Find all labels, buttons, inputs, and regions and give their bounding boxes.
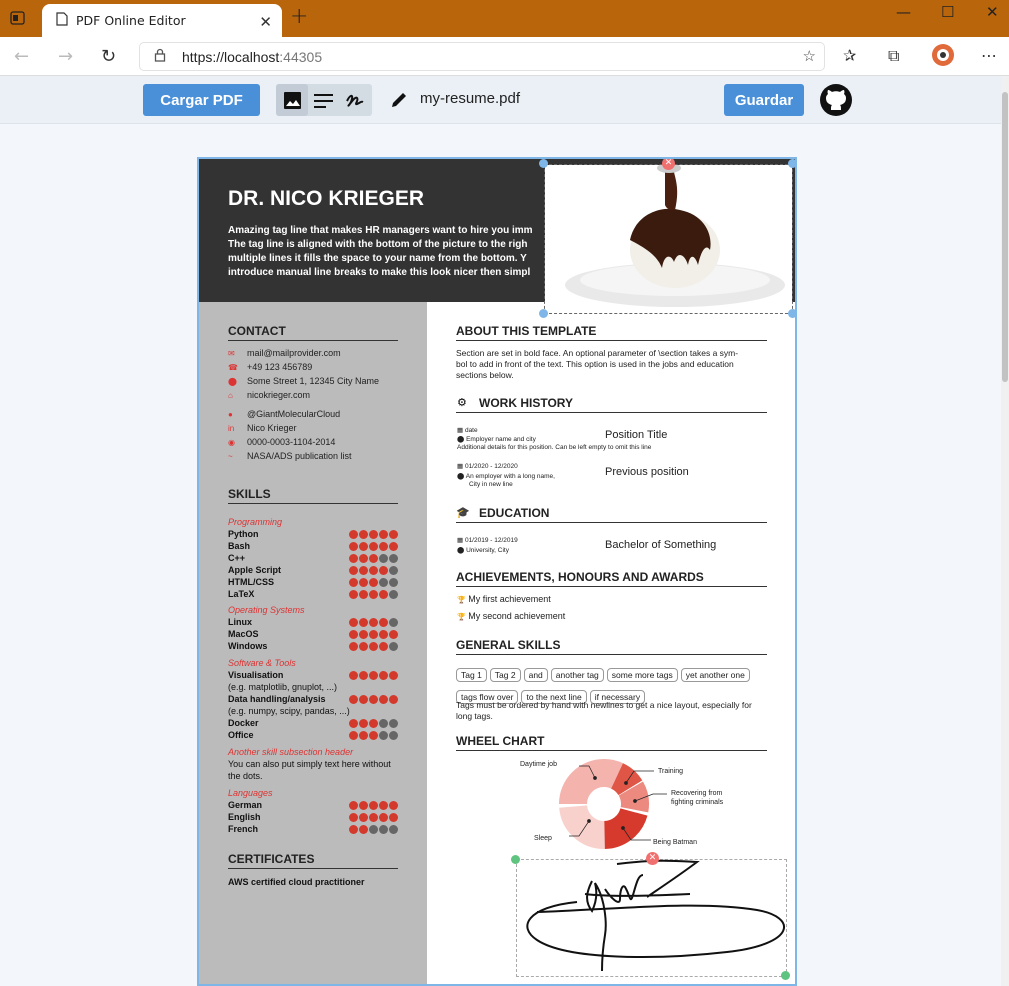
- skill-rating: [349, 801, 398, 810]
- rating-dot: [359, 618, 368, 627]
- skill-item: [228, 718, 398, 728]
- skill-label: Linux: [228, 617, 252, 627]
- achievement-text: My second achievement: [468, 611, 566, 621]
- skill-label: Bash: [228, 541, 251, 551]
- rating-dot: [389, 695, 398, 704]
- lock-icon: [154, 48, 166, 65]
- general-skills-header: GENERAL SKILLS: [456, 638, 767, 655]
- edu-place-text: University, City: [466, 547, 509, 554]
- back-icon[interactable]: ←: [14, 46, 30, 67]
- skill-rating: [349, 813, 398, 822]
- rating-dot: [349, 825, 358, 834]
- skill-item: [228, 565, 398, 575]
- skill-tag: some more tags: [607, 668, 678, 682]
- skill-tag: if necessary: [590, 690, 645, 704]
- phone-icon: ☎: [228, 362, 238, 372]
- rating-dot: [379, 825, 388, 834]
- resume-tagline: [228, 224, 558, 280]
- rating-dot: [389, 719, 398, 728]
- skill-rating: [349, 590, 398, 599]
- location-icon: ⬤: [228, 376, 237, 386]
- rating-dot: [369, 695, 378, 704]
- delete-image-icon[interactable]: ✕: [662, 157, 675, 170]
- resize-handle[interactable]: [539, 309, 548, 318]
- rating-dot: [369, 618, 378, 627]
- about-line: bol to add in front of the text. This option is used in the jobs and education: [456, 359, 734, 369]
- rating-dot: [359, 801, 368, 810]
- rating-dot: [389, 542, 398, 551]
- skill-rating: [349, 578, 398, 587]
- skill-item: [228, 577, 398, 587]
- more-menu-icon[interactable]: ⋯: [981, 46, 997, 65]
- skill-item: [228, 759, 398, 769]
- contact-website: [228, 390, 310, 400]
- rating-dot: [369, 731, 378, 740]
- url-input[interactable]: [139, 42, 825, 71]
- tags-note-line: Tags must be ordered by hand with newlines to get a nice layout, especially for: [456, 700, 752, 710]
- rating-dot: [359, 554, 368, 563]
- rating-dot: [349, 618, 358, 627]
- signature-drawing[interactable]: [517, 859, 787, 977]
- edu-date-text: 01/2019 - 12/2019: [464, 537, 518, 544]
- skill-rating: [349, 554, 398, 563]
- skill-item: [228, 812, 398, 822]
- skill-label: Docker: [228, 718, 259, 728]
- skill-item: [228, 541, 398, 551]
- skill-label: Office: [228, 730, 254, 740]
- skill-label: (e.g. numpy, scipy, pandas, ...): [228, 706, 350, 716]
- contact-text: nicokrieger.com: [247, 390, 311, 400]
- job1-title: Position Title: [605, 429, 668, 441]
- ads-icon: ~: [228, 451, 233, 461]
- maximize-icon[interactable]: ☐: [941, 3, 955, 21]
- rating-dot: [349, 695, 358, 704]
- certificate-item: AWS certified cloud practitioner: [228, 877, 365, 887]
- contact-text: +49 123 456789: [247, 362, 313, 372]
- skill-item: [228, 771, 398, 781]
- rating-dot: [349, 731, 358, 740]
- skill-item: [228, 589, 398, 599]
- rating-dot: [379, 813, 388, 822]
- skill-label: Python: [228, 529, 259, 539]
- skill-item: [228, 641, 398, 651]
- rating-dot: [389, 671, 398, 680]
- job2-place: ⬤ An employer with a long name,: [457, 473, 555, 480]
- edu-title: Bachelor of Something: [605, 539, 717, 551]
- achievement-text: My first achievement: [468, 594, 551, 604]
- achievements-header: ACHIEVEMENTS, HONOURS AND AWARDS: [456, 570, 767, 587]
- signature-tool-icon[interactable]: [345, 91, 365, 113]
- refresh-icon[interactable]: ↻: [101, 46, 117, 67]
- home-icon: ⌂: [228, 390, 233, 400]
- contact-text: @GiantMolecularCloud: [247, 409, 341, 419]
- collections-icon[interactable]: ⧉: [888, 46, 900, 65]
- skill-item: [228, 800, 398, 810]
- contact-email: [228, 348, 341, 358]
- profile-avatar[interactable]: [931, 43, 955, 71]
- skills-header: SKILLS: [228, 487, 398, 504]
- tagline-line: introduce manual line breaks to make this look nicer then simpl: [228, 267, 531, 278]
- orcid-icon: ◉: [228, 437, 235, 447]
- rating-dot: [359, 630, 368, 639]
- signature-resize-handle[interactable]: [781, 971, 790, 980]
- rating-dot: [369, 671, 378, 680]
- skill-item: [228, 529, 398, 539]
- rating-dot: [369, 566, 378, 575]
- mail-icon: ✉: [228, 348, 235, 358]
- resize-handle[interactable]: [788, 309, 797, 318]
- rating-dot: [389, 530, 398, 539]
- skill-label: Visualisation: [228, 670, 284, 680]
- forward-icon[interactable]: →: [58, 46, 74, 67]
- skill-item: [228, 670, 398, 680]
- address-bar-row: [0, 37, 1009, 76]
- skill-label: Windows: [228, 641, 268, 651]
- wheel-label: Sleep: [534, 835, 552, 842]
- skill-category: [228, 747, 398, 757]
- rating-dot: [379, 566, 388, 575]
- edu-place: ⬤ University, City: [457, 547, 509, 554]
- rating-dot: [359, 695, 368, 704]
- skill-label: German: [228, 800, 263, 810]
- rating-dot: [369, 719, 378, 728]
- add-favorite-icon[interactable]: ☆: [802, 48, 816, 65]
- wheel-chart-header: WHEEL CHART: [456, 734, 767, 751]
- tags-note-line: long tags.: [456, 711, 493, 721]
- job1-date: ▦ date: [457, 427, 478, 434]
- load-pdf-button[interactable]: Cargar PDF: [143, 84, 260, 116]
- education-header: EDUCATION: [456, 506, 767, 523]
- skill-rating: [349, 695, 398, 704]
- skill-tag: yet another one: [681, 668, 750, 682]
- edu-date: ▦ 01/2019 - 12/2019: [457, 537, 518, 544]
- contact-header: CONTACT: [228, 324, 398, 341]
- rating-dot: [379, 695, 388, 704]
- skill-rating: [349, 630, 398, 639]
- browser-titlebar: [0, 0, 1009, 37]
- rating-dot: [359, 813, 368, 822]
- rating-dot: [379, 590, 388, 599]
- linkedin-icon: in: [228, 423, 235, 433]
- skill-rating: [349, 566, 398, 575]
- rating-dot: [369, 801, 378, 810]
- job2-title: Previous position: [605, 466, 689, 478]
- job-place-text: Employer name and city: [466, 436, 536, 443]
- tags-note: [456, 700, 767, 722]
- contact-text: 0000-0003-1104-2014: [247, 437, 336, 447]
- skill-category: [228, 605, 398, 615]
- job2-date: ▦ 01/2020 - 12/2020: [457, 463, 518, 470]
- editor-toolbar: [0, 76, 1001, 124]
- github-small-icon: ●: [228, 409, 233, 419]
- certificates-header: CERTIFICATES: [228, 852, 398, 869]
- wheel-label: [671, 789, 723, 807]
- rating-dot: [389, 566, 398, 575]
- skill-item: [228, 824, 398, 834]
- wheel-label-line: fighting criminals: [671, 799, 724, 806]
- rating-dot: [369, 825, 378, 834]
- rating-dot: [359, 719, 368, 728]
- about-text: [456, 348, 767, 381]
- rating-dot: [349, 578, 358, 587]
- skill-rating: [349, 618, 398, 627]
- rating-dot: [349, 801, 358, 810]
- rating-dot: [359, 671, 368, 680]
- skill-label: LaTeX: [228, 589, 255, 599]
- edit-filename-icon[interactable]: [390, 90, 409, 113]
- rating-dot: [369, 554, 378, 563]
- job-place-text: An employer with a long name,: [465, 473, 555, 480]
- rating-dot: [349, 719, 358, 728]
- rating-dot: [389, 618, 398, 627]
- skill-tag: Tag 1: [456, 668, 487, 682]
- skill-label: Another skill subsection header: [228, 747, 354, 757]
- rating-dot: [379, 642, 388, 651]
- rating-dot: [369, 530, 378, 539]
- rating-dot: [379, 801, 388, 810]
- page-icon: [56, 12, 68, 29]
- skill-category: [228, 517, 398, 527]
- achievement-item: [457, 611, 565, 621]
- skill-tag: Tag 2: [490, 668, 521, 682]
- signature-resize-handle[interactable]: [511, 855, 520, 864]
- rating-dot: [349, 813, 358, 822]
- delete-signature-icon[interactable]: ✕: [646, 852, 659, 865]
- skill-item: [228, 553, 398, 563]
- rating-dot: [359, 731, 368, 740]
- wheel-label-line: Recovering from: [671, 790, 723, 797]
- skill-item: [228, 706, 398, 716]
- rating-dot: [369, 813, 378, 822]
- wheel-label: Training: [658, 768, 684, 775]
- rating-dot: [349, 530, 358, 539]
- rating-dot: [349, 671, 358, 680]
- rating-dot: [389, 578, 398, 587]
- tab-actions-icon[interactable]: [10, 10, 26, 30]
- rating-dot: [379, 578, 388, 587]
- rating-dot: [379, 542, 388, 551]
- rating-dot: [389, 825, 398, 834]
- skill-rating: [349, 542, 398, 551]
- contact-text: mail@mailprovider.com: [247, 348, 341, 358]
- close-tab-icon[interactable]: ✕: [259, 13, 272, 31]
- resize-handle[interactable]: [539, 159, 548, 168]
- skill-tag: and: [524, 668, 548, 682]
- skill-label: C++: [228, 553, 246, 563]
- contact-orcid: [228, 437, 335, 447]
- skill-rating: [349, 530, 398, 539]
- trophy-icon: 🏆: [457, 614, 466, 621]
- tagline-line: multiple lines it fills the space to your name from the bottom. Y: [228, 253, 527, 264]
- job1-place: ⬤ Employer name and city: [457, 436, 536, 443]
- rating-dot: [389, 642, 398, 651]
- skill-item: [228, 682, 398, 692]
- contact-text: Nico Krieger: [247, 423, 297, 433]
- browser-tab[interactable]: [42, 4, 282, 37]
- skill-item: [228, 694, 398, 704]
- skill-label: English: [228, 812, 261, 822]
- skill-tag: tags flow over: [456, 690, 518, 704]
- rating-dot: [379, 618, 388, 627]
- achievement-item: [457, 594, 551, 604]
- about-header: ABOUT THIS TEMPLATE: [456, 324, 767, 341]
- rating-dot: [349, 630, 358, 639]
- rating-dot: [359, 566, 368, 575]
- skill-rating: [349, 719, 398, 728]
- new-tab-icon[interactable]: +: [290, 4, 309, 29]
- minimize-icon[interactable]: —: [896, 3, 911, 21]
- skill-label: MacOS: [228, 629, 259, 639]
- contact-github: [228, 409, 340, 419]
- contact-text: Some Street 1, 12345 City Name: [247, 376, 380, 386]
- graduation-cap-icon: 🎓: [456, 506, 470, 519]
- skill-label: Operating Systems: [228, 605, 305, 615]
- rating-dot: [369, 630, 378, 639]
- job-date-text: date: [464, 427, 478, 434]
- rating-dot: [379, 530, 388, 539]
- rating-dot: [359, 590, 368, 599]
- contact-text: NASA/ADS publication list: [247, 451, 352, 461]
- skill-label: (e.g. matplotlib, gnuplot, ...): [228, 682, 338, 692]
- image-selection-box[interactable]: [544, 164, 793, 314]
- wheel-label: Daytime job: [520, 761, 557, 768]
- contact-ads: [228, 451, 352, 461]
- skill-rating: [349, 825, 398, 834]
- wheel-label: Being Batman: [653, 839, 697, 846]
- rating-dot: [379, 671, 388, 680]
- skill-label: You can also put simply text here without: [228, 759, 391, 769]
- rating-dot: [349, 642, 358, 651]
- text-tool-icon[interactable]: [314, 93, 333, 112]
- tab-title: PDF Online Editor: [76, 13, 186, 28]
- gears-icon: ⚙: [457, 396, 467, 409]
- rating-dot: [369, 642, 378, 651]
- trophy-icon: 🏆: [457, 597, 466, 604]
- skill-label: Programming: [228, 517, 283, 527]
- pdf-page: [197, 157, 797, 986]
- skill-label: Languages: [228, 788, 273, 798]
- skill-label: French: [228, 824, 259, 834]
- skill-item: [228, 617, 398, 627]
- tagline-line: The tag line is aligned with the bottom of the picture to the righ: [228, 239, 528, 250]
- skill-rating: [349, 671, 398, 680]
- rating-dot: [349, 554, 358, 563]
- skill-category: [228, 788, 398, 798]
- skill-category: [228, 658, 398, 668]
- about-line: Section are set in bold face. An optional parameter of \section takes a sym-: [456, 348, 739, 358]
- work-header: WORK HISTORY: [456, 396, 767, 413]
- rating-dot: [389, 590, 398, 599]
- rating-dot: [349, 590, 358, 599]
- github-icon[interactable]: [820, 84, 852, 120]
- skill-rating: [349, 731, 398, 740]
- tagline-line: Amazing tag line that makes HR managers want to hire you imm: [228, 225, 533, 236]
- skill-tag: to the next line: [521, 690, 586, 704]
- rating-dot: [369, 590, 378, 599]
- favorites-icon[interactable]: ✰: [843, 46, 857, 65]
- scrollbar-thumb[interactable]: [1002, 92, 1008, 382]
- rating-dot: [359, 578, 368, 587]
- rating-dot: [389, 801, 398, 810]
- contact-phone: [228, 362, 312, 372]
- skill-label: HTML/CSS: [228, 577, 274, 587]
- rating-dot: [389, 813, 398, 822]
- rating-dot: [359, 542, 368, 551]
- skill-label: the dots.: [228, 771, 263, 781]
- rating-dot: [349, 542, 358, 551]
- url-port: :44305: [279, 48, 323, 65]
- rating-dot: [359, 530, 368, 539]
- resize-handle[interactable]: [788, 159, 797, 168]
- contact-address: [228, 376, 379, 386]
- rating-dot: [369, 542, 378, 551]
- rating-dot: [379, 731, 388, 740]
- rating-dot: [379, 554, 388, 563]
- wheel-center: [590, 790, 618, 818]
- rating-dot: [359, 642, 368, 651]
- job2-place-2: City in new line: [469, 481, 513, 488]
- rating-dot: [389, 630, 398, 639]
- skill-label: Data handling/analysis: [228, 694, 326, 704]
- rating-dot: [349, 566, 358, 575]
- rating-dot: [379, 630, 388, 639]
- skill-tag: another tag: [551, 668, 604, 682]
- rating-dot: [379, 719, 388, 728]
- rating-dot: [369, 578, 378, 587]
- skill-label: Software & Tools: [228, 658, 296, 668]
- save-button[interactable]: Guardar: [724, 84, 804, 116]
- tool-group: [276, 84, 372, 116]
- job1-details: Additional details for this position. Can be left empty to omit this line: [457, 444, 652, 451]
- skill-label: Apple Script: [228, 565, 282, 575]
- rating-dot: [389, 731, 398, 740]
- about-line: sections below.: [456, 370, 514, 380]
- rating-dot: [359, 825, 368, 834]
- close-window-icon[interactable]: ✕: [986, 3, 999, 21]
- filename[interactable]: my-resume.pdf: [420, 90, 521, 107]
- image-tool-icon[interactable]: [284, 92, 301, 113]
- resume-name: DR. NICO KRIEGER: [228, 187, 425, 210]
- url-host: https://localhost: [182, 48, 280, 65]
- skill-rating: [349, 642, 398, 651]
- skill-item: [228, 730, 398, 740]
- job-date-text: 01/2020 - 12/2020: [464, 463, 518, 470]
- skill-item: [228, 629, 398, 639]
- contact-linkedin: [228, 423, 297, 433]
- rating-dot: [389, 554, 398, 563]
